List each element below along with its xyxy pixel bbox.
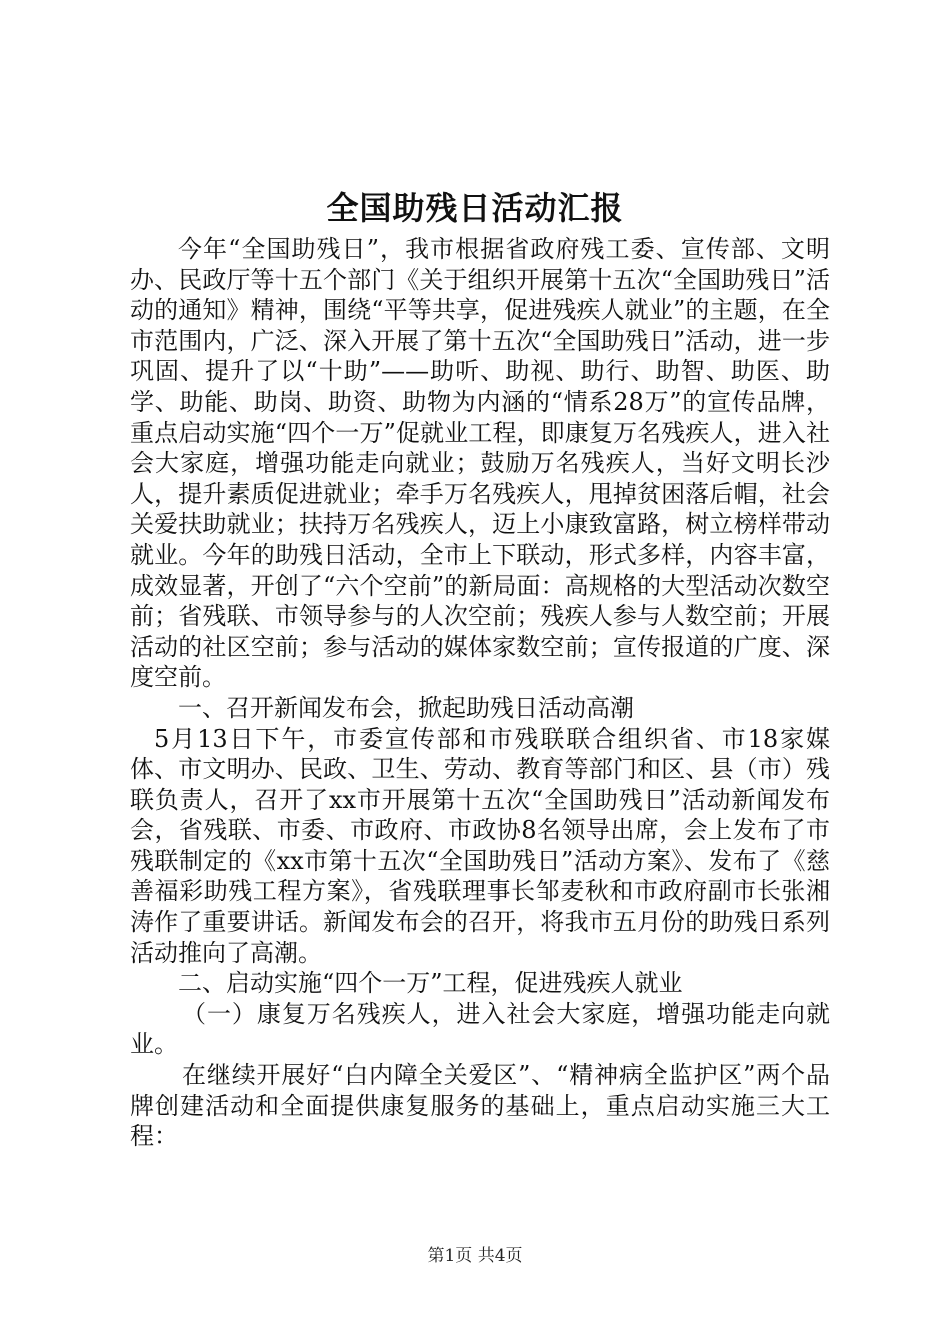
section-heading-2: 二、启动实施“四个一万”工程，促进残疾人就业 [178,969,683,998]
section-heading-1: 一、召开新闻发布会，掀起助残日活动高潮 [178,693,634,722]
page-number-footer: 第1页 共4页 [427,1246,523,1266]
subsection-heading-1: （一）康复万名残疾人，进入社会大家庭，增强功能走向就业。 [130,999,830,1059]
paragraph-intro: 今年“全国助残日”，我市根据省政府残工委、宣传部、文明办、民政厅等十五个部门《关于组织开展第十五次“全国助残日”活动的通知》精神，围绕“平等共享，促进残疾人就业”的主题，在全市范围内，广泛、深入开展了第十五次“全国助残日”活动，进一步巩固、提升了以“十助”——助听、助视、助行、助智、助医、助学、助能、助岗、助资、助物为内涵的“情系28万”的宣传品牌，重点启动实施“四个一万”促就业工程，即康复万名残疾人，进入社会大家庭，增强功能走向就业；鼓励万名残疾人，当好文明长沙人，提升素质促进就业；牵手万名残疾人，甩掉贫困落后帽，社会关爱扶助就业；扶持万名残疾人，迈上小康致富路，树立榜样带动就业。今年的助残日活动，全市上下联动，形式多样，内容丰富，成效显著，开创了“六个空前”的新局面：高规格的大型活动次数空前；省残联、市领导参与的人次空前；残疾人参与人数空前；开展活动的社区空前；参与活动的媒体家数空前；宣传报道的广度、深度空前。 [130,235,830,692]
paragraph-rehab: 在继续开展好“白内障全关爱区”、“精神病全监护区”两个品牌创建活动和全面提供康复服务的基础上，重点启动实施三大工程： [130,1061,830,1151]
document-body [130,234,830,1152]
document-title: 全国助残日活动汇报 [326,189,624,227]
paragraph-press-conference: 5月13日下午，市委宣传部和市残联联合组织省、市18家媒体、市文明办、民政、卫生、劳动、教育等部门和区、县（市）残联负责人，召开了xx市开展第十五次“全国助残日”活动新闻发布会，省残联、市委、市政府、市政协8名领导出席，会上发布了市残联制定的《xx市第十五次“全国助残日”活动方案》、发布了《慈善福彩助残工程方案》，省残联理事长邹麦秋和市政府副市长张湘涛作了重要讲话。新闻发布会的召开，将我市五月份的助残日系列活动推向了高潮。 [130,724,830,967]
